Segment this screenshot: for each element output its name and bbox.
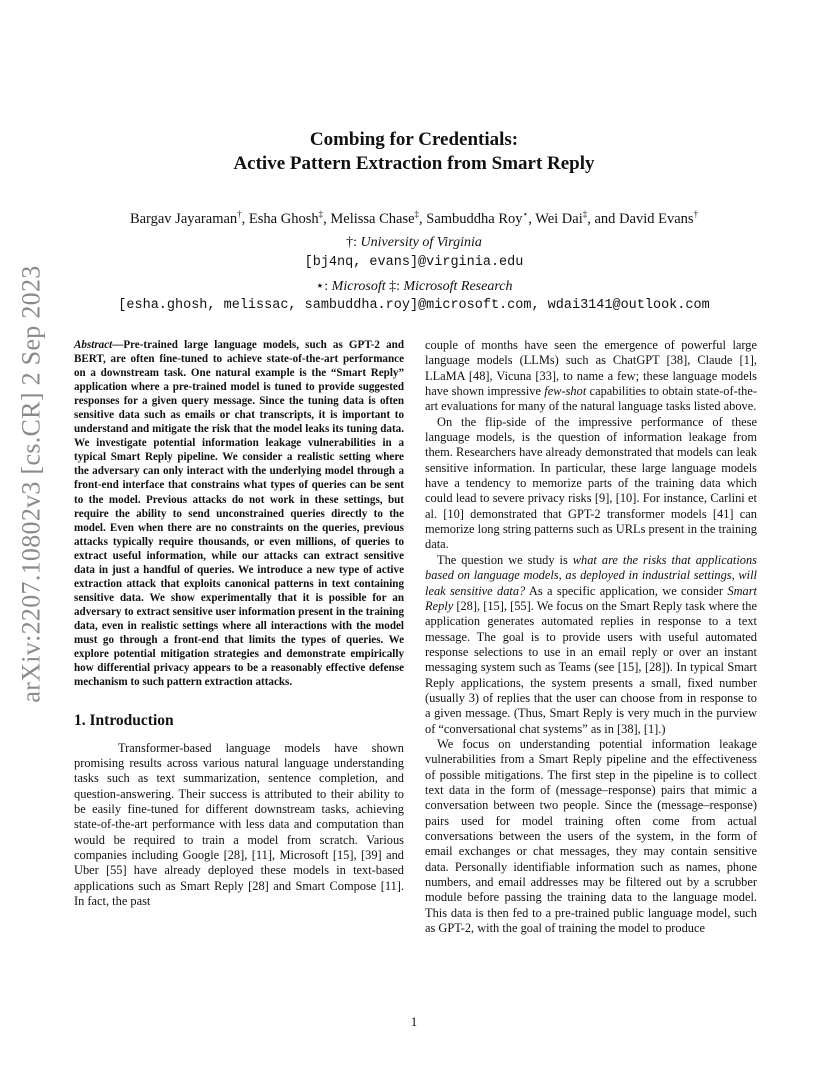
author-affiliation-mark: † xyxy=(693,209,699,220)
author-name: David Evans xyxy=(619,211,694,227)
intro-paragraph: Transformer-based language models have shown promising results across various natural language understanding tasks such as text summarization, sentence completion, and question-answering. Their success is attributed to their ability to be easily fine-tuned for different downstream tasks, achieving state-of-the-art performance with less data and computation than would be required to train a model from scratch. Various companies including Google [28], [11], Microsoft [15], [39] and Uber [55] have already deployed these models in text-based applications such as Smart Reply [28] and Smart Compose [11]. In fact, the past xyxy=(74,740,404,908)
affiliation-virginia-emails: [bj4nq, evans]@virginia.edu xyxy=(304,255,524,270)
abstract xyxy=(74,338,404,689)
affiliation-separator: ‡: xyxy=(385,279,404,294)
author-affiliation-mark: ‡ xyxy=(318,209,324,220)
emphasis-text: what are the risks that applications based on language models, as deployed in industrial settings, will leak sensitive data? xyxy=(425,552,757,598)
abstract-label: Abstract xyxy=(74,339,113,351)
title-line-1: Combing for Credentials: xyxy=(309,129,519,150)
arxiv-identifier: arXiv:2207.10802v3 [cs.CR] 2 Sep 2023 xyxy=(17,265,46,703)
paragraph-text: capabilities to obtain state-of-the-art evaluations for many of the natural language tasks listed above. xyxy=(425,384,757,414)
affiliation-name: University of Virginia xyxy=(360,235,482,250)
author-affiliation-mark: ‡ xyxy=(582,209,588,220)
paragraph-text: The question we study is xyxy=(437,552,573,567)
title-line-2: Active Pattern Extraction from Smart Reply xyxy=(233,153,595,174)
section-heading-introduction: 1. Introduction xyxy=(74,712,174,730)
paragraph-text: As a specific application, we consider xyxy=(525,583,728,598)
page-number: 1 xyxy=(410,1014,418,1029)
author-name: Sambuddha Roy xyxy=(426,211,523,227)
affiliation-name: Microsoft Research xyxy=(403,279,513,294)
right-column xyxy=(425,338,757,936)
affiliation-name: Microsoft xyxy=(331,279,386,294)
abstract-text: —Pre-trained large language models, such as GPT-2 and BERT, are often fine-tuned to achieve state-of-the-art performance on a downstream task. One natural example is the “Smart Reply” application where a pre-trained model is tuned to provide suggested responses for a given query message. Since the tuning data is often sensitive data such as emails or chat transcripts, it is important to understand and mitigate the risk that the model leaks its tuning data. We investigate potential information leakage vulnerabilities in a typical Smart Reply pipeline. We consider a realistic setting where the adversary can only interact with the underlying model through a front-end interface that constrains what types of queries can be sent to the model. Previous attacks do not work in these settings, but require the ability to send unconstrained queries directly to the model. Even when there are no constraints on the queries, previous attacks typically require thousands, or even millions, of queries to extract useful information, while our attacks can extract sensitive data in just a handful of queries. We introduce a new type of active extraction attack that exploits canonical patterns in text containing sensitive data. We show experimentally that it is possible for an adversary to extract sensitive user information present in the training data, even in realistic settings where all interactions with the model must go through a front-end that limits the types of queries. We explore potential mitigation strategies and demonstrate empirically how differential privacy appears to be a reasonably effective defense mechanism to such pattern extraction attacks. xyxy=(74,339,404,689)
paragraph-pipeline: We focus on understanding potential information leakage vulnerabilities from a Smart Reply pipeline and the effectiveness of possible mitigations. The first step in the pipeline is to collect text data in the form of (message–response) pairs that mimic a conversation between two people. Since the (message–response) pairs used for model training often come from actual conversations between the users of the system, in the form of email exchanges or chat messages, they may contain sensitive data. Personally identifiable information such as names, phone numbers, and email addresses may be filtered out by a scrubber module before passing the training data to the language model. This data is then fed to a pre-trained public language model, such as GPT-2, with the goal of training the model to produce xyxy=(425,736,757,936)
author-affiliation-mark: † xyxy=(237,209,242,220)
paragraph-continued xyxy=(425,338,757,415)
author-name: Bargav Jayaraman xyxy=(129,211,238,227)
author-list: Bargav Jayaraman†, Esha Ghosh‡, Melissa Chase‡, Sambuddha Roy⋆, Wei Dai‡, and David Evans† xyxy=(129,209,699,227)
emphasis-text: Smart Reply xyxy=(425,583,757,613)
author-affiliation-mark: ‡ xyxy=(414,209,420,220)
affiliation-virginia xyxy=(40,234,788,252)
paragraph-leakage: On the flip-side of the impressive performance of these language models, is the question of information leakage from them. Researchers have already demonstrated that models can leak sensitive information. In particular, these large language models have a tendency to memorize parts of the training data which could lead to severe privacy risks [9], [10]. For instance, Carlini et al. [10] demonstrated that GPT-2 transformer models [41] can memorize long string patterns such as URLs present in the training data. xyxy=(425,414,757,552)
author-name: Esha Ghosh xyxy=(248,211,319,227)
paragraph-research-question xyxy=(425,553,757,737)
arxiv-stamp xyxy=(10,265,54,703)
paper-title xyxy=(60,128,768,176)
author-name: Wei Dai xyxy=(535,211,583,227)
author-name: Melissa Chase xyxy=(330,211,415,227)
left-column xyxy=(74,338,404,909)
affiliation-mark: †: xyxy=(346,235,361,250)
affiliation-mark: ⋆: xyxy=(315,279,332,294)
author-affiliation-mark: ⋆ xyxy=(522,209,529,220)
emphasis-text: few-shot xyxy=(544,384,587,399)
paragraph-text: couple of months have seen the emergence of powerful large language models (LLMs) such as ChatGPT [38], Claude [1], LLaMA [48], Vicuna [33], to name a few; these language models have shown impressive xyxy=(425,338,757,399)
paragraph-text: [28], [15], [55]. We focus on the Smart Reply task where the application generates automated replies in response to a text message. The goal is to provide users with useful automated response selections to use in an email reply or over an instant messaging system such as Teams (see [15], [28]). In typical Smart Reply applications, the system presents a small, fixed number (usually 3) of replies that the user can choose from in response to a given message. (Thus, Smart Reply is very much in the purview of “conversational chat systems” as in [38], [1].) xyxy=(425,598,757,736)
affiliation-microsoft xyxy=(40,278,788,296)
affiliation-microsoft-emails: [esha.ghosh, melissac, sambuddha.roy]@microsoft.com, wdai3141@outlook.com xyxy=(118,298,710,313)
